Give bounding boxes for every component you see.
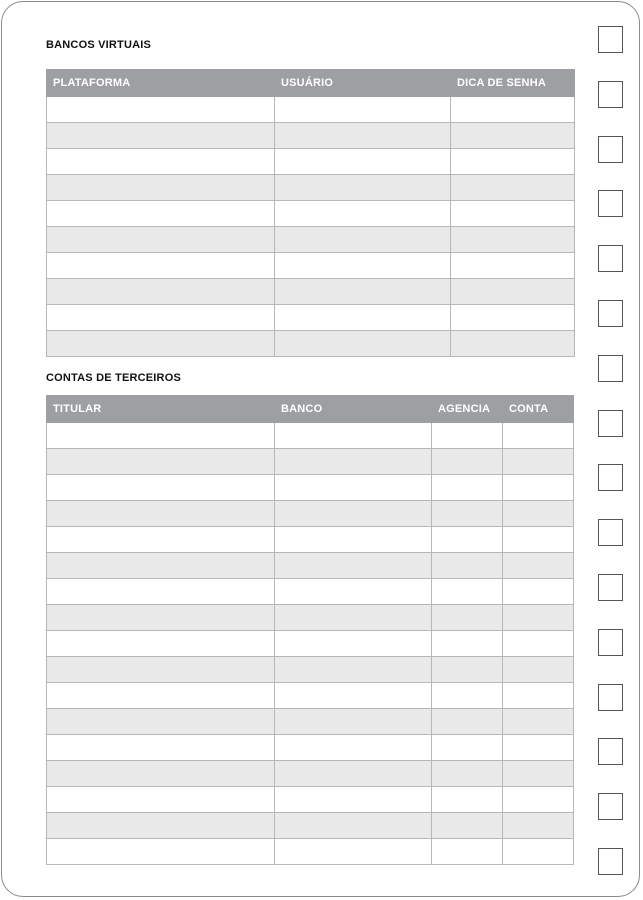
bancos-virtuais-cell[interactable] (47, 149, 275, 175)
header-titular: TITULAR (47, 396, 275, 423)
bancos-virtuais-cell[interactable] (451, 97, 575, 123)
bancos-virtuais-cell[interactable] (451, 175, 575, 201)
contas-de-terceiros-cell[interactable] (47, 449, 275, 475)
contas-de-terceiros-cell[interactable] (47, 761, 275, 787)
contas-de-terceiros-cell[interactable] (432, 423, 503, 449)
contas-de-terceiros-row (47, 605, 574, 631)
index-tab-box[interactable] (598, 629, 623, 656)
contas-de-terceiros-cell[interactable] (503, 709, 574, 735)
bancos-virtuais-title: BANCOS VIRTUAIS (46, 39, 152, 51)
contas-de-terceiros-cell[interactable] (432, 839, 503, 865)
contas-de-terceiros-cell[interactable] (275, 527, 432, 553)
contas-de-terceiros-cell[interactable] (432, 761, 503, 787)
contas-de-terceiros-cell[interactable] (432, 605, 503, 631)
contas-de-terceiros-cell[interactable] (503, 475, 574, 501)
contas-de-terceiros-row (47, 501, 574, 527)
contas-de-terceiros-cell[interactable] (503, 527, 574, 553)
contas-de-terceiros-row (47, 631, 574, 657)
contas-de-terceiros-cell[interactable] (432, 475, 503, 501)
contas-de-terceiros-cell[interactable] (503, 631, 574, 657)
index-tab-box[interactable] (598, 136, 623, 163)
contas-de-terceiros-cell[interactable] (275, 683, 432, 709)
contas-de-terceiros-cell[interactable] (275, 839, 432, 865)
bancos-virtuais-cell[interactable] (47, 227, 275, 253)
contas-de-terceiros-cell[interactable] (47, 579, 275, 605)
contas-de-terceiros-cell[interactable] (432, 527, 503, 553)
contas-de-terceiros-cell[interactable] (503, 761, 574, 787)
header-banco: BANCO (275, 396, 432, 423)
bancos-virtuais-cell[interactable] (47, 175, 275, 201)
contas-de-terceiros-cell[interactable] (432, 501, 503, 527)
bancos-virtuais-cell[interactable] (451, 253, 575, 279)
index-tab-box[interactable] (598, 793, 623, 820)
contas-de-terceiros-cell[interactable] (47, 527, 275, 553)
contas-de-terceiros-cell[interactable] (432, 631, 503, 657)
index-tab-box[interactable] (598, 684, 623, 711)
bancos-virtuais-cell[interactable] (47, 331, 275, 357)
bancos-virtuais-row (47, 175, 575, 201)
bancos-virtuais-cell[interactable] (47, 201, 275, 227)
contas-de-terceiros-cell[interactable] (432, 579, 503, 605)
index-tab-box[interactable] (598, 355, 623, 382)
index-tab-box[interactable] (598, 81, 623, 108)
bancos-virtuais-cell[interactable] (275, 123, 451, 149)
bancos-virtuais-cell[interactable] (451, 201, 575, 227)
bancos-virtuais-cell[interactable] (451, 305, 575, 331)
contas-de-terceiros-cell[interactable] (432, 787, 503, 813)
bancos-virtuais-table (46, 69, 575, 357)
bancos-virtuais-cell[interactable] (275, 279, 451, 305)
contas-de-terceiros-cell[interactable] (275, 735, 432, 761)
contas-de-terceiros-row (47, 813, 574, 839)
contas-de-terceiros-cell[interactable] (275, 761, 432, 787)
index-tab-box[interactable] (598, 26, 623, 53)
contas-de-terceiros-cell[interactable] (47, 423, 275, 449)
bancos-virtuais-row (47, 279, 575, 305)
contas-de-terceiros-cell[interactable] (432, 553, 503, 579)
contas-de-terceiros-cell[interactable] (47, 683, 275, 709)
bancos-virtuais-row (47, 149, 575, 175)
contas-de-terceiros-cell[interactable] (432, 449, 503, 475)
bancos-virtuais-row (47, 253, 575, 279)
bancos-virtuais-cell[interactable] (275, 253, 451, 279)
bancos-virtuais-cell[interactable] (451, 123, 575, 149)
contas-de-terceiros-cell[interactable] (275, 605, 432, 631)
contas-de-terceiros-row (47, 449, 574, 475)
header-conta: CONTA (503, 396, 574, 423)
bancos-virtuais-cell[interactable] (275, 175, 451, 201)
bancos-virtuais-row (47, 227, 575, 253)
bancos-virtuais-cell[interactable] (451, 331, 575, 357)
index-tab-box[interactable] (598, 738, 623, 765)
bancos-virtuais-cell[interactable] (451, 227, 575, 253)
contas-de-terceiros-row (47, 657, 574, 683)
contas-de-terceiros-cell[interactable] (432, 735, 503, 761)
contas-de-terceiros-cell[interactable] (47, 553, 275, 579)
bancos-virtuais-row (47, 201, 575, 227)
contas-de-terceiros-row (47, 839, 574, 865)
contas-de-terceiros-cell[interactable] (503, 553, 574, 579)
contas-de-terceiros-cell[interactable] (275, 579, 432, 605)
contas-de-terceiros-cell[interactable] (47, 501, 275, 527)
bancos-virtuais-cell[interactable] (451, 279, 575, 305)
bancos-virtuais-cell[interactable] (451, 149, 575, 175)
header-agencia: AGENCIA (432, 396, 503, 423)
contas-de-terceiros-row (47, 527, 574, 553)
contas-de-terceiros-cell[interactable] (47, 735, 275, 761)
index-tab-box[interactable] (598, 245, 623, 272)
index-tab-box[interactable] (598, 848, 623, 875)
contas-de-terceiros-cell[interactable] (47, 787, 275, 813)
bancos-virtuais-cell[interactable] (47, 123, 275, 149)
contas-de-terceiros-cell[interactable] (503, 657, 574, 683)
contas-de-terceiros-cell[interactable] (503, 423, 574, 449)
contas-de-terceiros-cell[interactable] (503, 501, 574, 527)
contas-de-terceiros-cell[interactable] (275, 475, 432, 501)
index-tab-box[interactable] (598, 190, 623, 217)
contas-de-terceiros-row (47, 709, 574, 735)
bancos-virtuais-row (47, 123, 575, 149)
index-tab-box[interactable] (598, 519, 623, 546)
index-tab-box[interactable] (598, 464, 623, 491)
contas-de-terceiros-row (47, 553, 574, 579)
contas-de-terceiros-cell[interactable] (432, 683, 503, 709)
contas-de-terceiros-cell[interactable] (432, 709, 503, 735)
contas-de-terceiros-cell[interactable] (503, 605, 574, 631)
contas-de-terceiros-cell[interactable] (503, 839, 574, 865)
contas-de-terceiros-cell[interactable] (275, 813, 432, 839)
contas-de-terceiros-cell[interactable] (47, 813, 275, 839)
contas-de-terceiros-cell[interactable] (47, 839, 275, 865)
bancos-virtuais-cell[interactable] (275, 149, 451, 175)
bancos-virtuais-cell[interactable] (47, 305, 275, 331)
bancos-virtuais-row (47, 331, 575, 357)
contas-de-terceiros-cell[interactable] (503, 449, 574, 475)
contas-de-terceiros-cell[interactable] (275, 553, 432, 579)
contas-de-terceiros-cell[interactable] (432, 813, 503, 839)
table-header-row (47, 396, 574, 423)
contas-de-terceiros-row (47, 683, 574, 709)
header-plataforma: PLATAFORMA (47, 70, 275, 97)
bancos-virtuais-cell[interactable] (275, 201, 451, 227)
contas-de-terceiros-cell[interactable] (503, 787, 574, 813)
contas-de-terceiros-row (47, 787, 574, 813)
contas-de-terceiros-cell[interactable] (275, 657, 432, 683)
bancos-virtuais-cell[interactable] (275, 97, 451, 123)
contas-de-terceiros-cell[interactable] (503, 683, 574, 709)
contas-de-terceiros-cell[interactable] (47, 657, 275, 683)
notebook-page (1, 1, 640, 897)
contas-de-terceiros-cell[interactable] (275, 449, 432, 475)
contas-de-terceiros-cell[interactable] (432, 657, 503, 683)
contas-de-terceiros-row (47, 735, 574, 761)
contas-de-terceiros-cell[interactable] (275, 709, 432, 735)
contas-de-terceiros-cell[interactable] (47, 631, 275, 657)
contas-de-terceiros-row (47, 761, 574, 787)
contas-de-terceiros-cell[interactable] (275, 501, 432, 527)
contas-de-terceiros-row (47, 579, 574, 605)
bancos-virtuais-cell[interactable] (275, 227, 451, 253)
contas-de-terceiros-cell[interactable] (47, 709, 275, 735)
contas-de-terceiros-row (47, 475, 574, 501)
contas-de-terceiros-title: CONTAS DE TERCEIROS (46, 372, 181, 384)
bancos-virtuais-cell[interactable] (47, 279, 275, 305)
header-dica-de-senha: DICA DE SENHA (451, 70, 575, 97)
contas-de-terceiros-cell[interactable] (275, 631, 432, 657)
bancos-virtuais-cell[interactable] (275, 331, 451, 357)
index-tab-box[interactable] (598, 410, 623, 437)
bancos-virtuais-cell[interactable] (275, 305, 451, 331)
contas-de-terceiros-cell[interactable] (275, 423, 432, 449)
table-header-row (47, 70, 575, 97)
contas-de-terceiros-table (46, 395, 574, 865)
contas-de-terceiros-cell[interactable] (47, 605, 275, 631)
contas-de-terceiros-cell[interactable] (503, 735, 574, 761)
index-tab-box[interactable] (598, 300, 623, 327)
index-tab-box[interactable] (598, 574, 623, 601)
bancos-virtuais-row (47, 97, 575, 123)
contas-de-terceiros-cell[interactable] (503, 579, 574, 605)
bancos-virtuais-cell[interactable] (47, 253, 275, 279)
header-usuario: USUÁRIO (275, 70, 451, 97)
contas-de-terceiros-row (47, 423, 574, 449)
contas-de-terceiros-cell[interactable] (275, 787, 432, 813)
contas-de-terceiros-cell[interactable] (47, 475, 275, 501)
bancos-virtuais-row (47, 305, 575, 331)
contas-de-terceiros-cell[interactable] (503, 813, 574, 839)
bancos-virtuais-cell[interactable] (47, 97, 275, 123)
